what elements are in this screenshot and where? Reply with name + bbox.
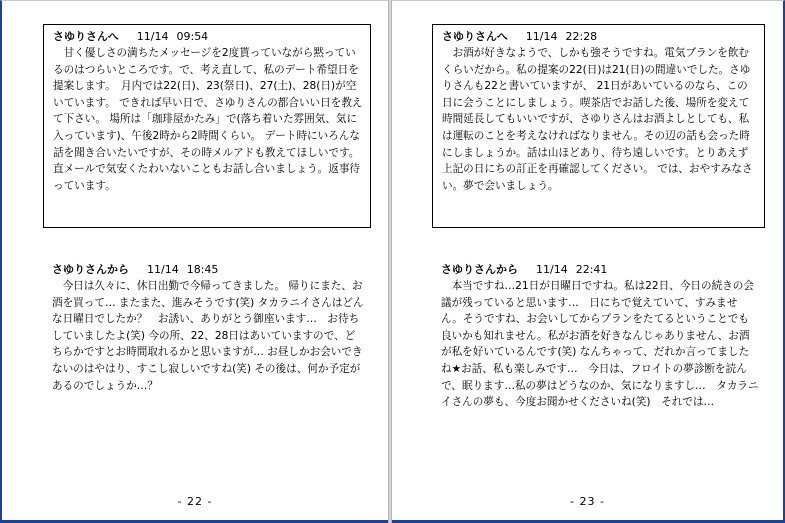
message-date: 11/14 [536,263,568,276]
message-time: 18:45 [186,263,219,276]
message-body: お酒が好きなようで、しかも強そうですね。電気ブランを飲むくらいだから。私の提案の22(日)は21(日)の間違いでした。さゆりさんも22と書いていますが、 21日があいているのなら、この日に会うことにしましょう。喫茶店でお話した後、場所を変えて時間延長してもいいですが、さゆりさんはお酒よしとしても、私は運転のことを考えなければなりません。その辺の話も会った時にしましょうか。話は山ほどあり、待ち遠しいです。とりあえず上記の日にちの訂正を再確認してください。 では、おやすみなさい。夢で会いましょう。 [442,47,753,192]
message-header [53,28,364,45]
message-recipient: さゆりさんへ [53,30,119,43]
right-page [392,0,783,520]
message-header [441,261,759,278]
sent-message-box [432,24,765,228]
message-sender: さゆりさんから [52,263,129,276]
page-number: - 23 - [570,495,605,508]
message-header [442,28,758,45]
sent-message-box [43,24,371,228]
page-number: - 22 - [177,495,213,508]
message-date: 11/14 [525,30,558,43]
message-header [52,261,365,278]
message-time: 09:54 [176,30,209,43]
left-page [2,0,388,520]
received-message [432,261,765,411]
message-body: 本当ですね…21日が日曜日ですね。私は22日、今日の続きの会議が残っていると思います… 日にちで覚えていて、すみません。そうですね、お会いしてからプランをたてるということでも良いかも知れません。私がお酒を好きなんじゃありません、お酒が私を好いているんです(笑) なんちゃって、だれか言ってましたね★お話、私も楽しみです… 今日は、フロイトの夢診断を読んで、眠ります…私の夢はどうなのか、気になりますし… タカラニイさんの夢も、今度お聞かせくださいね(笑) それでは… [441,280,759,409]
message-date: 11/14 [136,30,169,43]
message-time: 22:28 [565,30,598,43]
message-time: 22:41 [575,263,608,276]
message-recipient: さゆりさんへ [442,30,508,43]
message-body: 今日は久々に、休日出勤で今帰ってきました。 帰りにまた、お酒を買って… またまた、進みそうです(笑) タカラニイさんはどんな日曜日でしたか？ お誘い、ありがとう御座います… お待ちしていましたよ(笑) 今の所、22、28日はあいていますので、どちらかですとお時間取れるかと思いますが… お昼しかお会いできないのはやはり、すこし寂しいですね(笑) その後は、何か予定があるのでしょうか…？ [52,280,364,392]
message-body: 甘く優しさの満ちたメッセージを2度貰っていながら黙っているのはつらいところです。で、考え直して、私のデート希望日を提案します。 月内では22(日)、23(祭日)、27(土)、28(日)が空いています。 できれば早い日で、さゆりさんの都合いい日を教えて下さい。 場所は「珈琲屋かたみ」で(落ち着いた雰囲気、気に入っています)、午後2時から2時間くらい。 デート時にいろんな話を聞き合いたいですが、その時メルアドも教えてほしいです。直メールで気安くたわいないこともお話し合いましょう。返事待っています。 [53,47,363,192]
message-date: 11/14 [147,263,179,276]
message-sender: さゆりさんから [441,263,518,276]
received-message [43,261,371,394]
